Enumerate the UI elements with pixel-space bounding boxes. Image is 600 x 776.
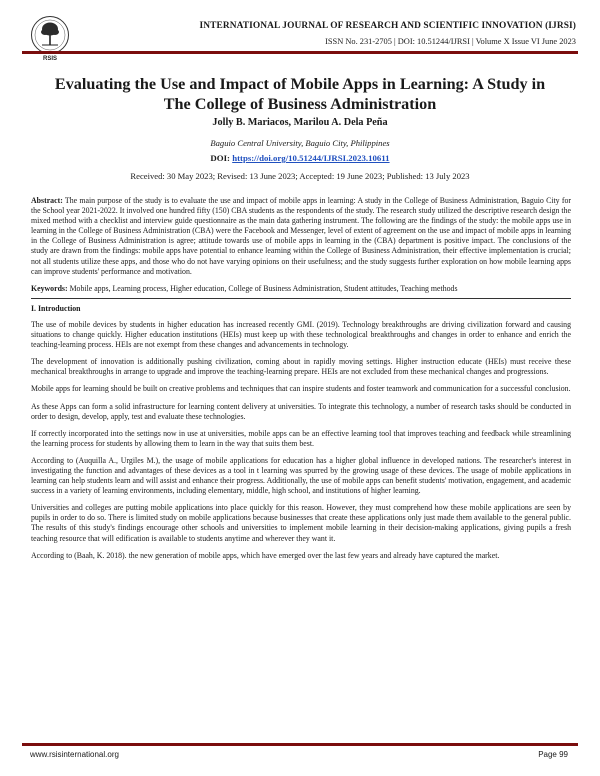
page-number: Page 99 [538, 750, 568, 759]
abstract-label: Abstract: [31, 196, 63, 205]
logo-text: RSIS [42, 56, 58, 62]
doi-link[interactable]: https://doi.org/10.51244/IJRSI.2023.10611 [232, 153, 390, 163]
section-heading: I. Introduction [31, 303, 81, 313]
doi-label: DOI: [210, 153, 230, 163]
paragraph: Universities and colleges are putting mobile applications into place quickly for this reason. However, they must comprehend how these mobile applications are seen by pupils in order to do so. There is limited study on mobile applications because businesses that create these applications only just made them available to the general public. The results of this study's findings encourage other schools and universities to implement mobile learning in their decision-making applications, giving pupils a fresh teaching resource that will edification is available to students anytime and wherever they want it. [31, 503, 571, 543]
rsis-tree-icon [28, 14, 72, 62]
footer-rule [22, 743, 578, 746]
doi-line [0, 153, 600, 163]
paper-title: Evaluating the Use and Impact of Mobile Apps in Learning: A Study in The College of Business Administration [54, 75, 546, 113]
issn-line: ISSN No. 231-2705 | DOI: 10.51244/IJRSI | Volume X Issue VI June 2023 [325, 37, 576, 46]
abstract-text: The main purpose of the study is to evaluate the use and impact of mobile apps in learning: A study in the College of Business Administration, Baguio City for the School year 2021-2022. It involved one hundred fifty (150) CBA students as the respondents of the study. The research study utilized the descriptive research design the mixed method with a checklist and interview guide questionnaire as the main data gathering instrument. The following are the findings of the study: the mobile apps use in learning in the College of Business Administration (CBA) were the Facebook and Messenger, level of extent of agreement on the use and impact of mobile apps in learning in the College of Business Administration is agree; attitude towards use of mobile apps in learning in the (CBA) department is positive impact. The conclusions of the study are drawn from the findings: mobile apps have potential to enhance learning within the College of Business Administration, their effective implementation is crucial; not all students utilize these apps, and those who do not have varying opinions on their usefulness; and the study suggests further exploration on how mobile learning apps can improve students' performance and motivation. [31, 196, 571, 276]
affiliation: Baguio Central University, Baguio City, Philippines [210, 138, 390, 148]
section-divider [31, 298, 571, 299]
publication-dates: Received: 30 May 2023; Revised: 13 June 2023; Accepted: 19 June 2023; Published: 13 July 2023 [130, 171, 470, 181]
paper-body [31, 196, 571, 568]
keywords [31, 284, 571, 294]
paragraph: If correctly incorporated into the settings now in use at universities, mobile apps can be an effective learning tool that improves teaching and feedback while streamlining the learning process for students by allowing them to learn in the way that suits them best. [31, 428, 571, 448]
journal-name: INTERNATIONAL JOURNAL OF RESEARCH AND SCIENTIFIC INNOVATION (IJRSI) [199, 21, 576, 31]
header-rule [22, 51, 578, 54]
journal-logo [28, 14, 72, 62]
authors: Jolly B. Mariacos, Marilou A. Dela Peña [212, 117, 388, 128]
keywords-text: Mobile apps, Learning process, Higher education, College of Business Administration, Student attitudes, Teaching methods [69, 283, 458, 293]
paragraph: According to (Baah, K. 2018). the new generation of mobile apps, which have emerged over the last few years and already have captured the market. [31, 550, 500, 560]
paragraph: Mobile apps for learning should be built on creative problems and techniques that can inspire students and foster teamwork and communication for a successful conclusion. [31, 384, 571, 394]
paragraph: The development of innovation is additionally pushing civilization, coming about in rapidly moving settings. Higher instruction educate (HEIs) must receive these mechanical breakthroughs in arrange to upgrade and improve the teaching-learning prepare. HEIs are not excluded from these mechanical changes and progressions. [31, 357, 571, 377]
paragraph: As these Apps can form a solid infrastructure for learning content delivery at universities. To integrate this technology, a number of research tasks should be conducted in order to design, develop, apply, test and evaluate these technologies. [31, 401, 571, 421]
paragraph: The use of mobile devices by students in higher education has increased recently GMI. (2019). Technology breakthroughs are driving civilization forward and causing situations to change quickly. Higher education institutions (HEIs) must keep up with these technological breakthroughs and changes in order to enhance and enrich the teaching-learning process. HEIs are not exempt from these changes and advancements in technology. [31, 319, 571, 350]
paragraph: According to (Auquilla A., Urgiles M.), the usage of mobile applications for education has a higher global influence in developed nations. The researcher's interest in investigating the function and advantages of these devices as a tool in t learning was spurred by the growing usage of these devices. The usage of mobile applications in learning can help students learn and will assist and enhance their progress. Additionally, the use of mobile apps can benefit students' motivation, engagement, and academic success in a variety of learning environments, including elementary, middle, high school, and institutions of higher learning. [31, 455, 571, 496]
footer-website: www.rsisinternational.org [30, 750, 119, 759]
abstract [31, 196, 571, 277]
keywords-label: Keywords: [31, 283, 68, 293]
